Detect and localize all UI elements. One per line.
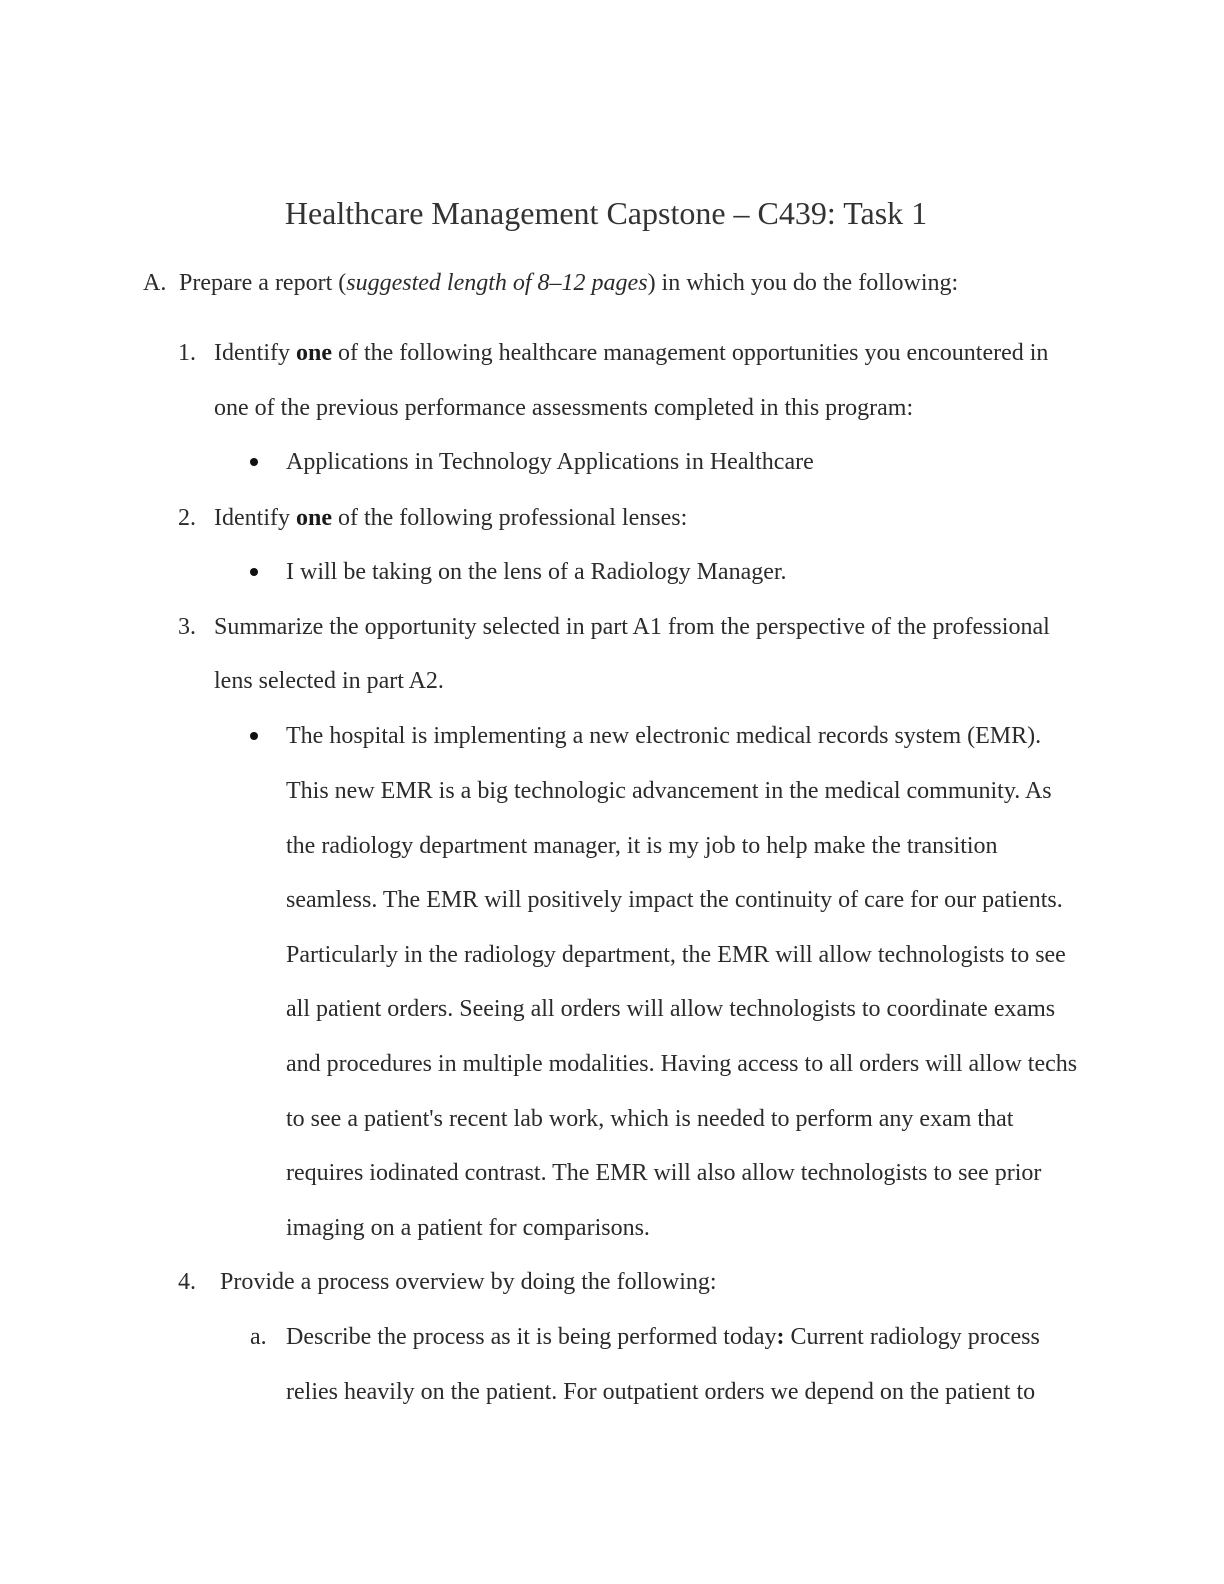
item-1-line-1-rest: of the following healthcare management opportunities you encountered in — [331, 340, 1049, 366]
item-1-marker: 1. — [178, 340, 196, 366]
item-3-bullet-line: to see a patient's recent lab work, which is needed to perform any exam that — [286, 1106, 1014, 1132]
section-a-marker: A. — [143, 270, 167, 296]
item-3-bullet-line: and procedures in multiple modalities. Having access to all orders will allow techs — [286, 1051, 1078, 1077]
item-3-bullet-line: the radiology department manager, it is my job to help make the transition — [286, 833, 998, 859]
item-1-line-1 — [214, 338, 1048, 368]
bullet-dot — [250, 568, 258, 576]
item-2-bullet-text: I will be taking on the lens of a Radiology Manager. — [286, 559, 787, 585]
item-3-bullet-line: seamless. The EMR will positively impact the continuity of care for our patients. — [286, 887, 1063, 913]
item-4-text: Provide a process overview by doing the following: — [220, 1269, 717, 1295]
item-4a-line-1 — [286, 1322, 1040, 1352]
item-4a-line-1-before: Describe the process as it is being performed today — [286, 1324, 777, 1350]
item-1-line-2: one of the previous performance assessments completed in this program: — [214, 395, 914, 421]
item-3-line-2: lens selected in part A2. — [214, 668, 444, 694]
item-2-marker: 2. — [178, 505, 196, 531]
item-3-bullet-line: This new EMR is a big technologic advancement in the medical community. As — [286, 778, 1052, 804]
section-a-text — [179, 268, 958, 298]
bullet-dot — [250, 458, 258, 466]
item-4a-marker: a. — [250, 1324, 267, 1350]
item-3-bullet-line: The hospital is implementing a new electronic medical records system (EMR). — [286, 723, 1042, 749]
item-4-marker: 4. — [178, 1269, 196, 1295]
item-1-word-before: Identify — [214, 340, 296, 366]
item-2-bold: one — [295, 505, 332, 531]
item-1-bullet-text: Applications in Technology Applications in Healthcare — [286, 449, 814, 475]
item-1-bold: one — [295, 340, 332, 366]
item-3-bullet-line: Particularly in the radiology department, the EMR will allow technologists to see — [286, 942, 1066, 968]
item-2-rest: of the following professional lenses: — [331, 505, 688, 531]
item-3-bullet-line: imaging on a patient for comparisons. — [286, 1215, 650, 1241]
item-4a-line-1-after: Current radiology process — [784, 1324, 1040, 1350]
item-3-line-1: Summarize the opportunity selected in part A1 from the perspective of the professional — [214, 614, 1050, 640]
document-title: Healthcare Management Capstone – C439: Task 1 — [284, 195, 928, 231]
item-3-bullet-line: all patient orders. Seeing all orders will allow technologists to coordinate exams — [286, 996, 1056, 1022]
item-3-bullet-line: requires iodinated contrast. The EMR will also allow technologists to see prior — [286, 1160, 1042, 1186]
section-a-text-before: Prepare a report ( — [179, 270, 347, 296]
item-2-line — [214, 503, 687, 533]
section-a-text-after: ) in which you do the following: — [647, 270, 959, 296]
item-4a-colon: : — [776, 1324, 785, 1350]
section-a-text-italic: suggested length of 8–12 pages — [346, 270, 648, 296]
bullet-dot — [250, 732, 258, 740]
item-2-word-before: Identify — [214, 505, 296, 531]
item-4a-line-2: relies heavily on the patient. For outpatient orders we depend on the patient to — [286, 1379, 1036, 1405]
item-3-marker: 3. — [178, 614, 196, 640]
